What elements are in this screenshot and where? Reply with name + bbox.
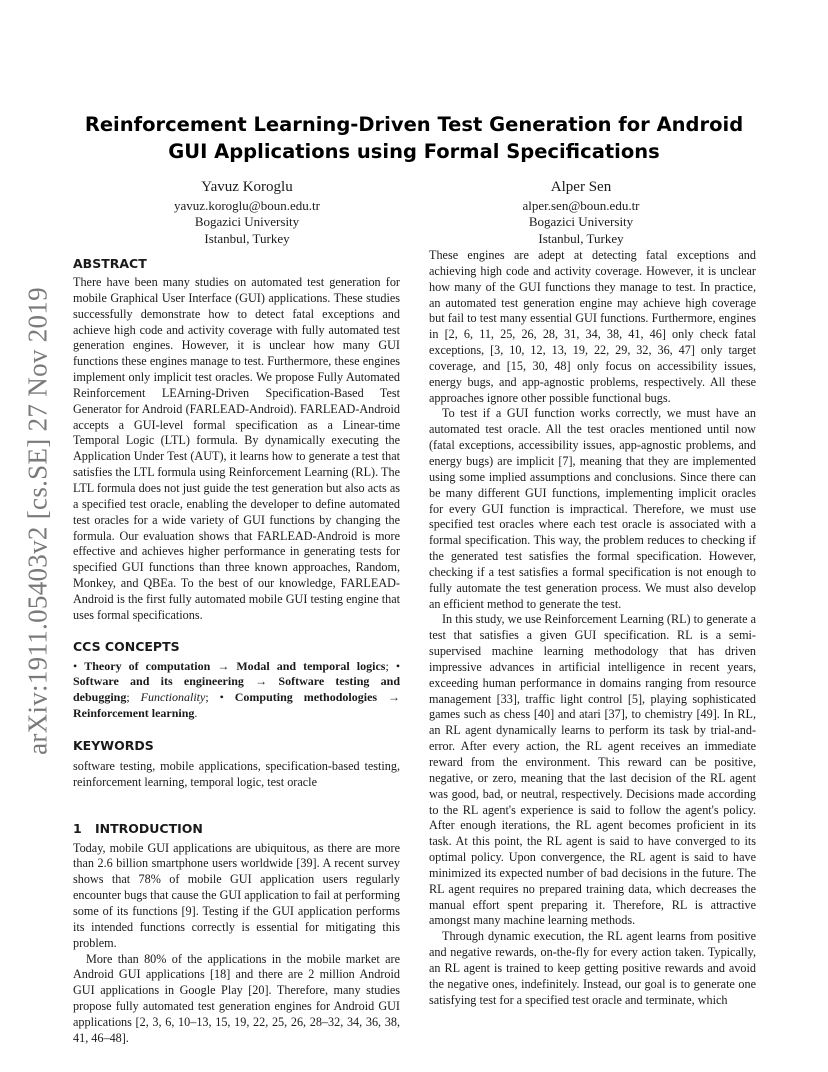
paper-title-line-2: GUI Applications using Formal Specifications: [168, 140, 660, 163]
author-name: Alper Sen: [550, 179, 612, 195]
ccs-concept: Functionality: [140, 690, 206, 705]
right-column: [429, 248, 756, 1009]
author-affiliation: Bogazici University: [194, 214, 300, 230]
author-block-1: [97, 178, 397, 247]
keywords-text: software testing, mobile applications, specification-based testing, reinforcement learning, temporal logic, test oracle: [73, 758, 400, 789]
author-location: Istanbul, Turkey: [538, 230, 624, 246]
author-email: alper.sen@boun.edu.tr: [522, 198, 640, 213]
ccs-concept: Software and its engineering: [73, 674, 244, 689]
arxiv-identifier: arXiv:1911.05403v2 [cs.SE] 27 Nov 2019: [22, 287, 53, 755]
introduction-heading: [73, 821, 400, 836]
ccs-bullet: •: [395, 658, 401, 673]
ccs-concepts-heading: CCS CONCEPTS: [73, 638, 180, 654]
ccs-arrow: →: [217, 658, 230, 673]
paper-title: [0, 111, 828, 165]
paper-title-line-1: Reinforcement Learning-Driven Test Generation for Android: [84, 113, 744, 136]
author-email: yavuz.koroglu@boun.edu.tr: [174, 198, 320, 213]
ccs-end: .: [194, 706, 198, 721]
section-number: 1: [73, 820, 82, 836]
ccs-bullet: •: [73, 658, 78, 673]
keywords-heading: KEYWORDS: [73, 737, 154, 753]
abstract-heading: ABSTRACT: [73, 256, 147, 271]
section-title: INTRODUCTION: [95, 820, 203, 836]
author-location: Istanbul, Turkey: [204, 230, 290, 246]
ccs-concept: Reinforcement learning: [73, 706, 195, 721]
author-block-2: [431, 178, 731, 247]
ccs-concept: Theory of computation: [84, 658, 211, 673]
ccs-concept: Software testing and debugging: [73, 674, 401, 705]
body-paragraph-3: In this study, we use Reinforcement Learning (RL) to generate a test that satisfies a given GUI specification. RL is a semi-supervised machine learning methodology that has driven impressive advances in artificial intelligence in recent years, exceeding human performance in domains ranging from resource management [33], traffic light control [5], playing sophisticated games such as chess [40] and atari [37], to chemistry [49]. In RL, an RL agent dynamically learns to perform its task by trial-and-error. After every action, the RL agent receives an immediate reward from the environment. This reward can be positive, negative, or zero, meaning that the last decision of the RL agent was good, bad, or neutral, respectively. Decisions made according to the RL agent's experience is said to follow the agent's policy. After enough iterations, the RL agent becomes proficient in its task. At this point, the RL agent is said to have converged to its optimal policy. Upon convergence, the RL agent is said to have minimized its expected number of bad decisions in the future. The RL agent requires no prepared training data, which decreases the manual effort spent preparing it. Therefore, RL is attractive amongst many machine learning methods.: [429, 612, 756, 928]
body-paragraph-2: To test if a GUI function works correctly, we must have an automated test oracle. All the test oracles mentioned until now (fatal exceptions, accessibility issues, app-agnostic problems, and energy bugs) are implicit [7], meaning that they are implemented using some implied assumptions and conclusions. Since there can be many different GUI functions, implementing implicit oracles for every GUI function is impractical. Therefore, we must use specified test oracles where each test oracle is associated with a formal specification. This way, the problem reduces to checking if the generated test satisfies the formal specification. However, checking if a test satisfies a formal specification is not enough to fully automate the test generation process. We must also develop an efficient method to generate the test.: [429, 406, 756, 611]
intro-paragraph-1: Today, mobile GUI applications are ubiquitous, as there are more than 2.6 billion smartphone users worldwide [39]. A recent survey shows that 78% of mobile GUI application users regularly encounter bugs that cause the GUI application to fail at performing some of its functions [9]. Testing if the GUI application performs its intended functions correctly is essential for mitigating this problem.: [73, 840, 400, 950]
ccs-arrow: →: [388, 690, 401, 705]
ccs-concept: Modal and temporal logics: [236, 658, 386, 673]
ccs-separator: ;: [126, 690, 130, 705]
author-affiliation: Bogazici University: [528, 214, 634, 230]
ccs-concept: Computing methodologies: [234, 690, 378, 705]
ccs-separator: ;: [205, 690, 209, 705]
body-paragraph-4: Through dynamic execution, the RL agent learns from positive and negative rewards, on-the-fly for every action taken. Typically, an RL agent is trained to keep getting positive rewards and avoid the negative ones, indefinitely. Instead, our goal is to generate one satisfying test for a specified test oracle and terminate, which: [429, 929, 756, 1007]
ccs-bullet: •: [219, 690, 224, 705]
ccs-arrow: →: [255, 674, 268, 689]
intro-paragraph-2: More than 80% of the applications in the mobile market are Android GUI applications [18] and there are 2 million Android GUI applications in Google Play [20]. Therefore, many studies propose fully automated test generation engines for Android GUI applications [2, 3, 6, 10–13, 15, 19, 22, 25, 26, 28–32, 34, 36, 38, 41, 46–48].: [73, 951, 400, 1045]
ccs-separator: ;: [385, 658, 389, 673]
left-column: [73, 256, 400, 1047]
author-name: Yavuz Koroglu: [201, 179, 293, 195]
ccs-concepts-text: [73, 659, 400, 722]
body-paragraph-1: These engines are adept at detecting fatal exceptions and achieving high code and activity coverage. However, it is unclear how many of the GUI functions they manage to test. In practice, an automated test generation engine may achieve high coverage but fail to test many essential GUI functions. Furthermore, engines in [2, 6, 11, 25, 26, 28, 31, 34, 38, 41, 46] only check fatal exceptions, [3, 10, 12, 13, 19, 22, 29, 32, 36, 47] only target coverage, and [15, 30, 48] only focus on accessibility issues, energy bugs, and app-agnostic problems, respectively. All these approaches ignore other possible functional bugs.: [429, 248, 756, 405]
abstract-text: There have been many studies on automated test generation for mobile Graphical User Interface (GUI) applications. These studies successfully demonstrate how to detect fatal exceptions and achieve high code and activity coverage with fully automated test generation engines. However, it is unclear how many GUI functions these engines manage to test. Furthermore, these engines implement only implicit test oracles. We propose Fully Automated Reinforcement LEArning-Driven Specification-Based Test Generator for Android (FARLEAD-Android). FARLEAD-Android accepts a GUI-level formal specification as a Linear-time Temporal Logic (LTL) formula. By dynamically executing the Application Under Test (AUT), it learns how to generate a test that satisfies the LTL formula using Reinforcement Learning (RL). The LTL formula does not just guide the test generation but also acts as a specified test oracle, enabling the developer to define automated test oracles for a wide variety of GUI functions by changing the formula. Our evaluation shows that FARLEAD-Android is more effective and achieves higher performance in generating tests for specified GUI functions than three known approaches, Random, Monkey, and QBEa. To the best of our knowledge, FARLEAD-Android is the first fully automated mobile GUI testing engine that uses formal specifications.: [73, 275, 400, 622]
